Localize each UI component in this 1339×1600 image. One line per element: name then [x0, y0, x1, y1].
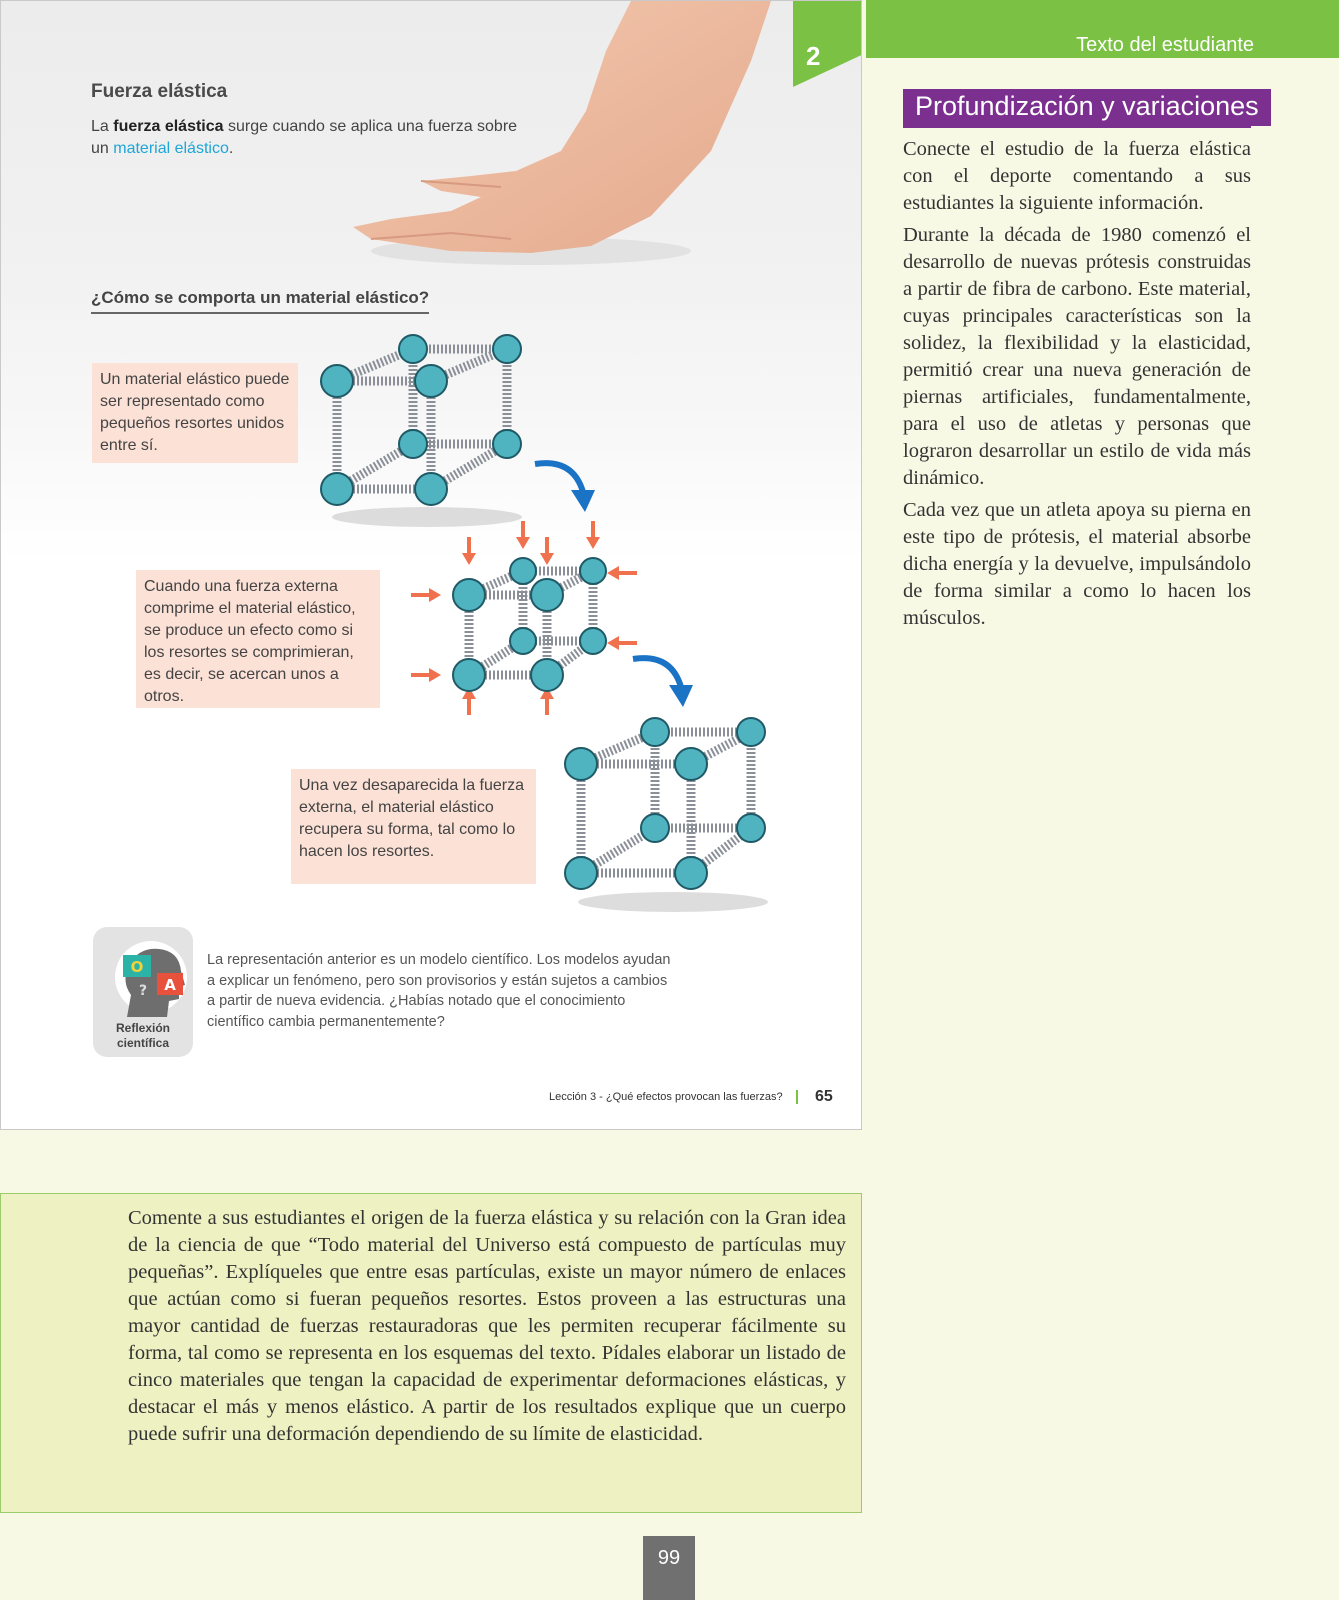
- guide-paragraph: Durante la década de 1980 comenzó el desarrollo de nuevas prótesis construidas a partir de fibra de carbono. Este material, cuyas principales características son la solidez, la flexibilidad y la elasticidad, permitió crear una nueva generación de piernas artificiales, fundamentalmente, para el uso de atletas y personas que lograron desarrollar un estilo de vida más dinámico.: [903, 224, 1251, 489]
- footer-divider: [796, 1090, 798, 1104]
- reflection-label: Reflexión científica: [115, 1021, 170, 1050]
- header-label: Texto del estudiante: [1076, 34, 1254, 56]
- thinking-head-icon: [113, 937, 193, 1021]
- flow-arrow-icon: [531, 456, 611, 516]
- lesson-footer: Lección 3 - ¿Qué efectos provocan las fuerzas?: [549, 1091, 783, 1103]
- student-page-number: 65: [815, 1088, 833, 1105]
- callout-spring-model: Un material elástico puede ser representado como pequeños resortes unidos entre sí.: [92, 363, 298, 463]
- guide-column: [903, 136, 1251, 637]
- callout-recovery: Una vez desaparecida la fuerza externa, el material elástico recupera su forma, tal como lo hacen los resortes.: [291, 769, 536, 884]
- bottom-note-text: Comente a sus estudiantes el origen de la fuerza elástica y su relación con la Gran idea de la ciencia de que “Todo material del Universo está compuesto de partículas muy pequeñas”. Explíqueles que entre esas partículas, existe un mayor número de enlaces que actúan como si fueran pequeños resortes. Estos proveen a las estructuras una mayor cantidad de fuerzas restauradoras que les permiten recuperar fácilmente su forma, tal como se representa en los esquemas del texto. Pídales elaborar un listado de cinco materiales que tengan la capacidad de experimentar deformaciones elásticas, y destacar el más y menos elástico. A partir de los resultados explique que un cuerpo puede sufrir una deformación dependiendo de su límite de elasticidad.: [128, 1207, 846, 1445]
- guide-paragraph: Cada vez que un atleta apoya su pierna en este tipo de prótesis, el material absorbe dicha energía y la devuelve, impulsándolo de forma similar a como lo hacen los músculos.: [903, 499, 1251, 629]
- section-title: Fuerza elástica: [91, 81, 228, 102]
- definition-term: fuerza elástica: [113, 118, 224, 135]
- chapter-number: 2: [806, 41, 821, 71]
- question-heading: ¿Cómo se comporta un material elástico?: [91, 288, 429, 314]
- section-heading: Profundización y variaciones: [903, 89, 1271, 126]
- student-textbook-page: [0, 0, 862, 1130]
- flow-arrow-icon: [629, 651, 709, 711]
- reflection-text: La representación anterior es un modelo científico. Los modelos ayudan a explicar un fenómeno, pero son provisorios y están sujetos a cambios a partir de nueva evidencia. ¿Habías notado que el conocimiento científico cambia permanentemente?: [207, 952, 671, 1030]
- spring-cube-recovered-image: [563, 714, 775, 914]
- definition-text: La fuerza elástica surge cuando se aplica una fuerza sobre un material elástico.: [91, 118, 518, 157]
- page-number: 99: [657, 1547, 681, 1569]
- guide-paragraph: Conecte el estudio de la fuerza elástica con el deporte comentando a sus estudiantes la siguiente información.: [903, 138, 1251, 214]
- heading-underline: [903, 126, 1251, 128]
- icon-letter-a: A: [164, 976, 176, 994]
- icon-question-mark: ?: [138, 983, 148, 999]
- material-elastico-link[interactable]: material elástico: [113, 140, 229, 157]
- callout-compression: Cuando una fuerza externa comprime el material elástico, se produce un efecto como si los resortes se comprimieran, es decir, se acercan unos a otros.: [136, 570, 380, 708]
- spring-cube-relaxed-image: [317, 329, 529, 529]
- spring-cube-compressed-image: [411, 517, 651, 737]
- icon-letter-o: O: [130, 958, 144, 976]
